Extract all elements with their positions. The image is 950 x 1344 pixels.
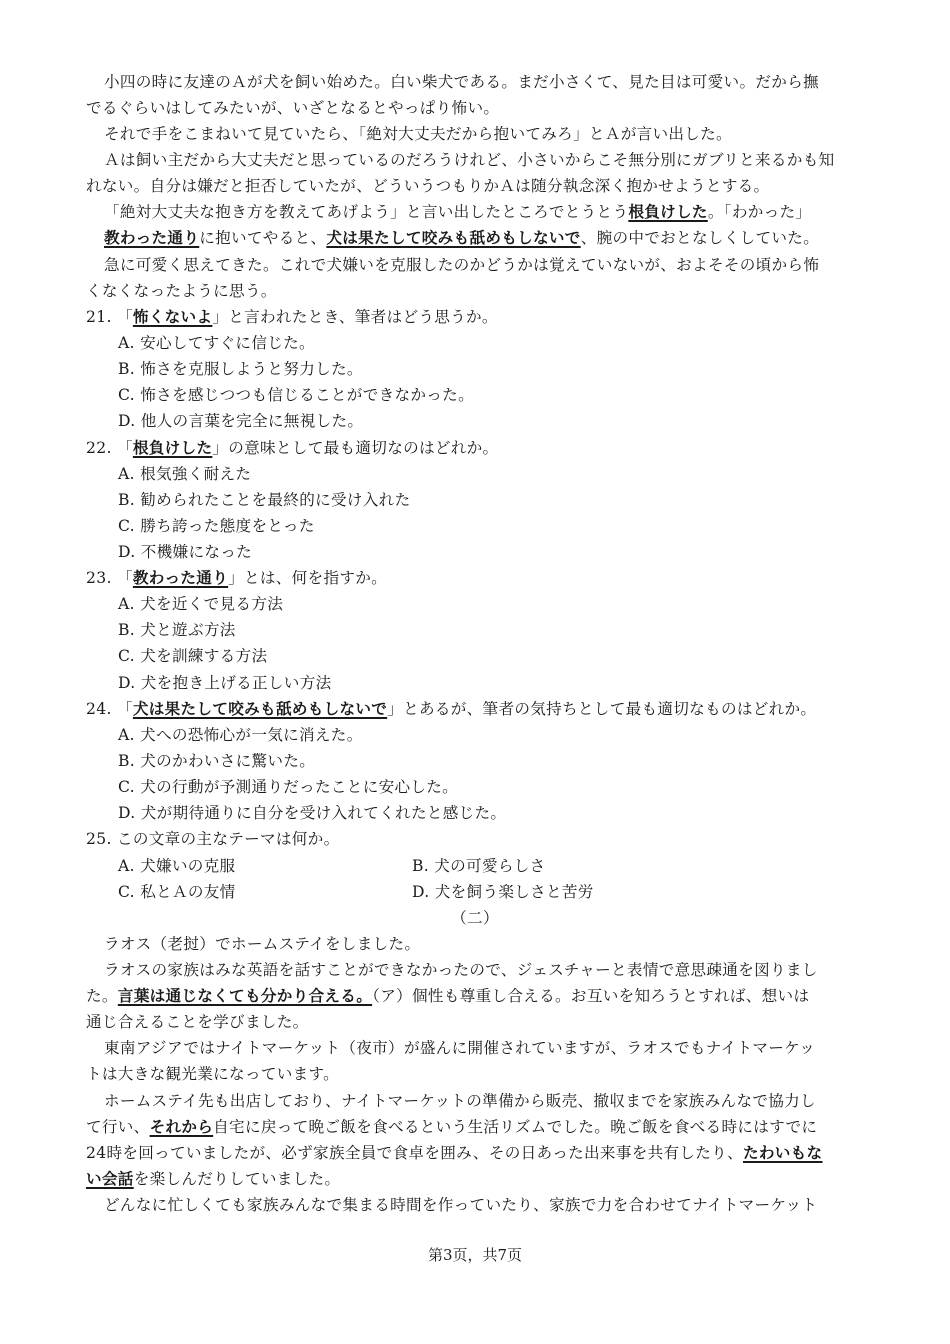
underlined-phrase: 言葉は通じなくても分かり合える。 [117,986,373,1005]
text: （ア）個性も尊重し合える。お互いを知ろうとすれば、想いは [372,987,810,1005]
answer-option: A. 犬を近くで見る方法 [118,595,284,613]
underlined-phrase: 教わった通り [104,228,200,247]
passage2-line [104,1091,816,1111]
page-footer: 第3页，共7页 [427,1246,523,1264]
text: ホームステイ先も出店しており、ナイトマーケットの準備から販売、撤収までを家族みんなで協力し [104,1092,816,1110]
question-number: 22. [86,439,112,457]
text: どんなに忙しくても家族みんなで集まる時間を作っていたり、家族で力を合わせてナイトマーケット [104,1196,818,1214]
question-stem [86,307,498,327]
text: ラオス（老挝）でホームステイをしました。 [104,935,421,953]
section-heading: （二） [451,909,499,927]
answer-option: B. 怖さを克服しようと努力した。 [118,360,363,378]
text: でるぐらいはしてみたいが、いざとなるとやっぱり怖い。 [86,99,500,117]
text: 通じ合えることを学びました。 [86,1013,309,1031]
text: 」とは、何を指すか。 [228,569,388,587]
text: 東南アジアではナイトマーケット（夜市）が盛んに開催されていますが、ラオスでもナイトマーケッ [104,1039,816,1057]
answer-option: D. 犬を抱き上げる正しい方法 [118,674,332,692]
underlined-phrase: い会話 [86,1169,134,1188]
text: 、腕の中でおとなしくしていた。 [580,229,820,247]
text: トは大きな観光業になっています。 [86,1065,340,1083]
question-number: 24. [86,700,112,718]
passage1-line [86,281,277,301]
answer-option: B. 犬のかわいさに驚いた。 [118,752,316,770]
text: 「 [116,700,133,718]
passage2-line [86,1064,339,1084]
text: ラオスの家族はみな英語を話すことができなかったので、ジェスチャーと表情で意思疎通を図りまし [104,961,818,979]
underlined-phrase: 根負けした [628,202,708,221]
text: て行い、 [86,1118,150,1136]
question-number: 21. [86,308,112,326]
text: れない。自分は嫌だと拒否していたが、どういうつもりかＡは随分執念深く抱かせようとする。 [86,177,770,195]
passage2-line [86,1169,340,1189]
underlined-phrase: それから [149,1117,214,1136]
passage1-line [104,124,732,144]
passage2-line [104,934,420,954]
text: 「 [116,439,133,457]
answer-option: C. 犬の行動が予測通りだったことに安心した。 [118,778,459,796]
answer-option: A. 安心してすぐに信じた。 [118,334,315,352]
passage2-line [86,986,809,1006]
underlined-phrase: 教わった通り [132,568,229,587]
answer-option: A. 根気強く耐えた [118,465,252,483]
answer-option: A. 犬嫌いの克服 [118,857,236,875]
passage1-line [104,255,819,275]
answer-option: D. 他人の言葉を完全に無視した。 [118,412,364,430]
underlined-phrase: 怖くないよ [132,307,213,326]
text: 「 [116,308,133,326]
answer-option: B. 犬の可愛らしさ [412,857,546,875]
question-stem: 25. この文章の主なテーマは何か。 [86,830,340,848]
underlined-phrase: 犬は果たして咬みも舐めもしないで [326,228,581,247]
text: くなくなったように思う。 [86,282,277,300]
text: 」とあるが、筆者の気持ちとして最も適切なものはどれか。 [387,700,817,718]
answer-option: C. 犬を訓練する方法 [118,647,268,665]
underlined-phrase: 根負けした [132,438,213,457]
text: を楽しんだりしていました。 [133,1170,341,1188]
text: に抱いてやると、 [199,229,327,247]
passage2-line [86,1012,309,1032]
question-stem [86,699,816,719]
question-stem [86,438,498,458]
passage1-line [104,150,835,170]
passage1-line [86,176,769,196]
text: 」の意味として最も適切なのはどれか。 [212,439,499,457]
text: 小四の時に友達のＡが犬を飼い始めた。白い柴犬である。まだ小さくて、見た目は可愛い。だから撫 [104,73,819,91]
answer-option: D. 犬を飼う楽しさと苦労 [412,883,594,901]
text: 「絶対大丈夫な抱き方を教えてあげよう」と言い出したところでとうとう [104,203,629,221]
text: Ａは飼い主だから大丈夫だと思っているのだろうけれど、小さいからこそ無分別にガブリと来るかも知 [104,151,835,169]
answer-option: C. 勝ち誇った態度をとった [118,517,315,535]
answer-option: A. 犬への恐怖心が一気に消えた。 [118,726,363,744]
text: 自宅に戻って晩ご飯を食べるという生活リズムでした。晩ご飯を食べる時にはすでに [213,1118,818,1136]
answer-option: B. 勧められたことを最終的に受け入れた [118,491,411,509]
passage1-line [104,202,811,222]
passage2-line [104,960,818,980]
answer-option: D. 犬が期待通りに自分を受け入れてくれたと感じた。 [118,804,507,822]
text: た。 [86,987,118,1005]
question-stem [86,568,387,588]
answer-option: C. 怖さを感じつつも信じることができなかった。 [118,386,474,404]
passage2-line [104,1038,815,1058]
answer-option: B. 犬と遊ぶ方法 [118,621,236,639]
passage1-line [104,72,819,92]
text: 急に可愛く思えてきた。これで犬嫌いを克服したのかどうかは覚えていないが、およそその頃から怖 [104,256,820,274]
passage1-line [86,98,499,118]
underlined-phrase: たわいもな [742,1143,823,1162]
text: 「 [116,569,133,587]
passage2-line [86,1117,817,1137]
text: 。「わかった」 [707,203,812,221]
text: 24時を回っていましたが、必ず家族全員で食卓を囲み、その日あった出来事を共有したり、 [86,1144,743,1162]
answer-option: D. 不機嫌になった [118,543,253,561]
text: 」と言われたとき、筆者はどう思うか。 [212,308,498,326]
passage1-line [104,228,819,248]
question-number: 23. [86,569,112,587]
answer-option: C. 私とＡの友情 [118,883,236,901]
passage2-line [104,1195,817,1215]
underlined-phrase: 犬は果たして咬みも舐めもしないで [132,699,388,718]
passage2-line [86,1143,822,1163]
text: それで手をこまねいて見ていたら、「絶対大丈夫だから抱いてみろ」とＡが言い出した。 [104,125,732,143]
